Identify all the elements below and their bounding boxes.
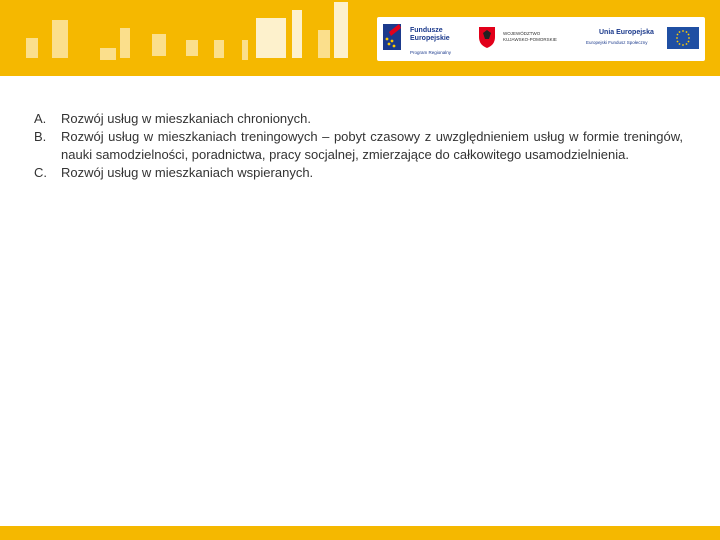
decorative-block bbox=[214, 40, 224, 58]
wojewodztwo-logo bbox=[477, 25, 567, 51]
decorative-block bbox=[256, 18, 286, 58]
coat-of-arms-icon bbox=[477, 25, 497, 49]
fe-emblem-icon bbox=[381, 22, 405, 52]
decorative-block bbox=[52, 20, 68, 58]
header-band bbox=[0, 0, 720, 76]
list-marker: C. bbox=[34, 165, 47, 180]
woj-logo-line1: WOJEWÓDZTWO bbox=[503, 31, 541, 36]
decorative-block bbox=[292, 10, 302, 58]
decorative-block bbox=[100, 48, 116, 60]
woj-logo-line2: KUJAWSKO-POMORSKIE bbox=[503, 37, 557, 42]
decorative-block bbox=[26, 38, 38, 58]
list-item-text: Rozwój usług w mieszkaniach treningowych – pobyt czasowy z uwzględnieniem usług w formie treningów, nauki samodzielności, poradnictwa, pracy socjalnej, zmierzające do całkowitego usamodzielnienia. bbox=[61, 129, 683, 162]
decorative-block bbox=[318, 30, 330, 58]
list-item bbox=[34, 128, 683, 164]
fe-logo-line2: Europejskie bbox=[410, 35, 450, 42]
logo-strip bbox=[377, 17, 705, 61]
fe-logo-text bbox=[410, 27, 450, 43]
decorative-block bbox=[120, 28, 130, 58]
ue-logo-title: Unia Europejska bbox=[599, 29, 654, 36]
decorative-block bbox=[242, 40, 248, 60]
footer-band bbox=[0, 526, 720, 540]
fe-logo-sub: Program Regionalny bbox=[410, 50, 452, 55]
list-item bbox=[34, 110, 683, 128]
list-marker: A. bbox=[34, 111, 47, 126]
woj-logo-text bbox=[503, 31, 557, 43]
list-item-text: Rozwój usług w mieszkaniach chronionych. bbox=[61, 111, 312, 126]
list-item-text: Rozwój usług w mieszkaniach wspieranych. bbox=[61, 165, 314, 180]
list-item bbox=[34, 164, 683, 182]
slide-content bbox=[34, 110, 683, 182]
ue-logo-sub: Europejski Fundusz Społeczny bbox=[586, 40, 648, 45]
list-marker: B. bbox=[34, 129, 47, 144]
fundusze-europejskie-logo bbox=[381, 22, 459, 56]
decorative-block bbox=[334, 2, 348, 58]
fe-logo-line1: Fundusze bbox=[410, 27, 443, 34]
decorative-block bbox=[186, 40, 198, 56]
decorative-block bbox=[152, 34, 166, 56]
eu-flag-icon bbox=[667, 27, 699, 49]
